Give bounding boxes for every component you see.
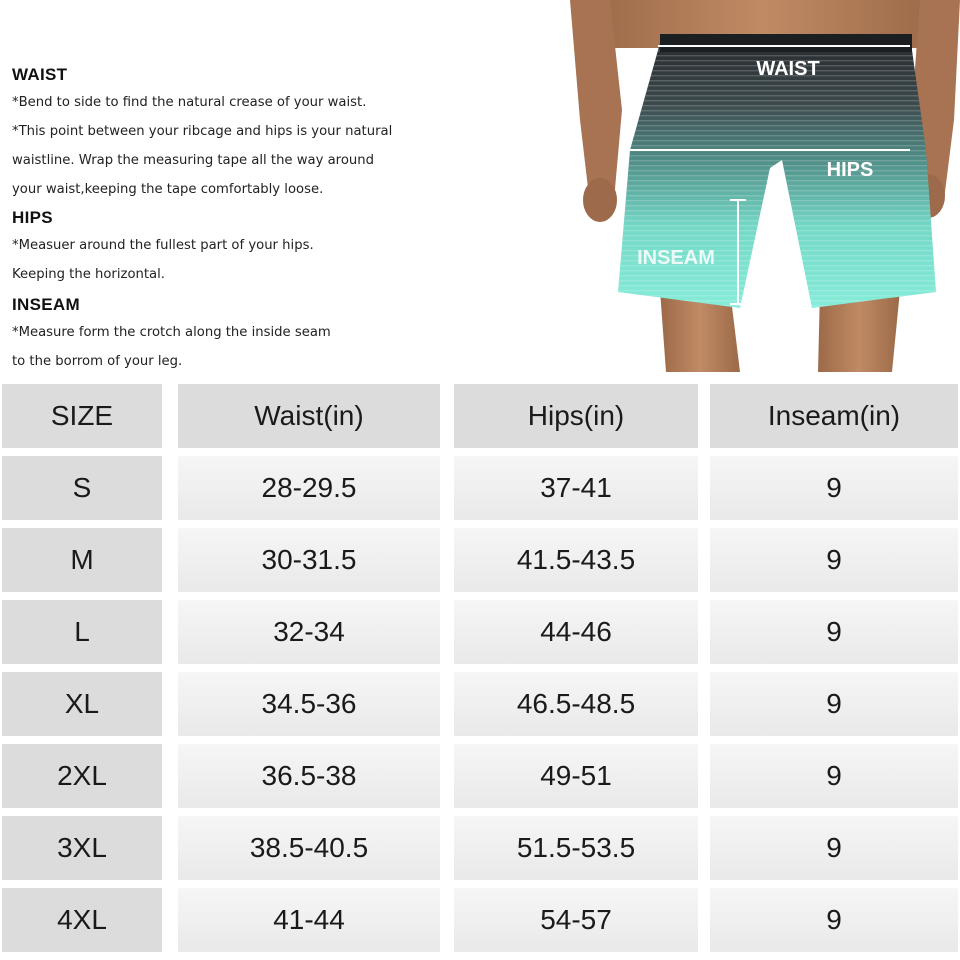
hips-cell: 51.5-53.5 [454,816,698,880]
waist-text-3: waistline. Wrap the measuring tape all the way around [12,153,374,168]
waist-text-1: *Bend to side to find the natural crease of your waist. [12,95,367,110]
size-cell: 4XL [2,888,162,952]
waist-text-4: your waist,keeping the tape comfortably loose. [12,182,324,197]
inseam-cell: 9 [710,816,958,880]
hips-text-1: *Measuer around the fullest part of your hips. [12,238,314,253]
size-cell: M [2,528,162,592]
hips-cell: 54-57 [454,888,698,952]
header-waist: Waist(in) [178,384,440,448]
header-hips: Hips(in) [454,384,698,448]
shorts-model-figure [570,0,960,372]
size-cell: XL [2,672,162,736]
hips-heading: HIPS [12,208,53,227]
hips-text-2: Keeping the horizontal. [12,267,165,282]
waist-cell: 36.5-38 [178,744,440,808]
inseam-cell: 9 [710,672,958,736]
inseam-heading: INSEAM [12,295,80,314]
waist-cell: 41-44 [178,888,440,952]
hips-cell: 44-46 [454,600,698,664]
size-cell: 3XL [2,816,162,880]
left-hand [583,178,617,222]
waist-label: WAIST [756,58,820,80]
hips-label: HIPS [826,159,874,181]
waist-cell: 32-34 [178,600,440,664]
measuring-guide [12,62,572,376]
size-cell: L [2,600,162,664]
waist-cell: 38.5-40.5 [178,816,440,880]
inseam-cell: 9 [710,888,958,952]
inseam-cell: 9 [710,456,958,520]
hips-cell: 37-41 [454,456,698,520]
header-inseam: Inseam(in) [710,384,958,448]
size-cell: S [2,456,162,520]
waist-heading: WAIST [12,65,68,84]
size-cell: 2XL [2,744,162,808]
inseam-text-1: *Measure form the crotch along the inside seam [12,325,331,340]
waist-cell: 30-31.5 [178,528,440,592]
inseam-label: INSEAM [637,247,715,269]
waist-text-2: *This point between your ribcage and hips is your natural [12,124,393,139]
waist-cell: 28-29.5 [178,456,440,520]
hips-cell: 49-51 [454,744,698,808]
inseam-cell: 9 [710,528,958,592]
inseam-text-2: to the borrom of your leg. [12,354,183,369]
inseam-cell: 9 [710,744,958,808]
waistband [660,34,912,52]
hips-cell: 46.5-48.5 [454,672,698,736]
header-size: SIZE [2,384,162,448]
hips-cell: 41.5-43.5 [454,528,698,592]
inseam-cell: 9 [710,600,958,664]
waist-cell: 34.5-36 [178,672,440,736]
